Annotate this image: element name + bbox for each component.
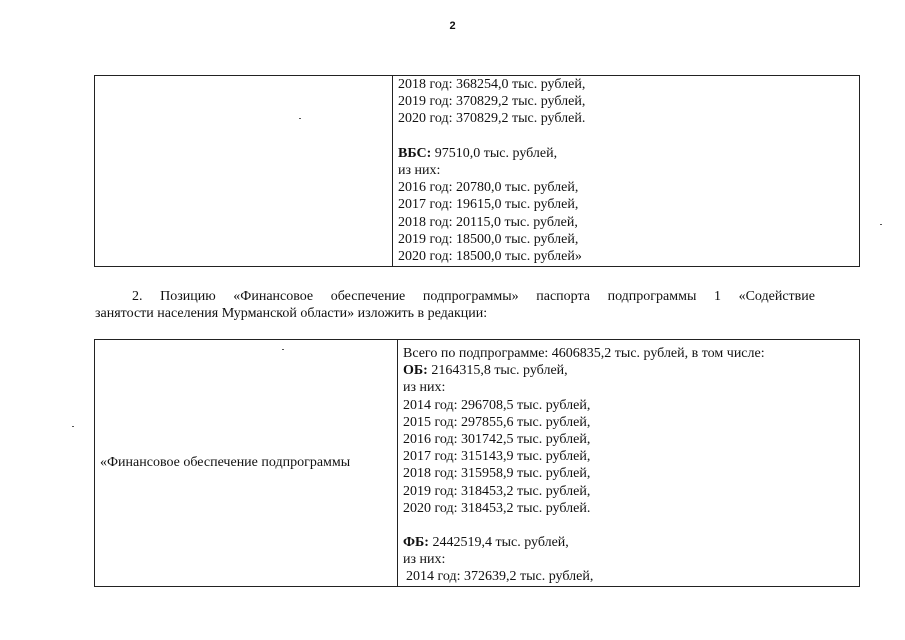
ob-line: 2018 год: 315958,9 тыс. рублей, [403,466,591,482]
paragraph-line-2: занятости населения Мурманской области» изложить в редакции: [95,306,488,321]
vbs-total [398,145,859,162]
ob-line: 2014 год: 296708,5 тыс. рублей, [403,397,591,413]
financing-table-continued [94,75,860,267]
ob-line: из них: [403,380,446,396]
fb-label: ФБ: [403,535,429,551]
vbs-line: из них: [398,162,441,178]
scan-speck [299,118,301,119]
vbs-label: ВБС: [398,145,432,161]
amendment-paragraph [95,288,815,322]
page-number: 2 [449,20,456,32]
table1-line: 2018 год: 368254,0 тыс. рублей, [398,77,586,92]
table1-right-cell [393,76,860,267]
vbs-line: 2017 год: 19615,0 тыс. рублей, [398,197,579,213]
fb-line: 2014 год: 372639,2 тыс. рублей, [406,569,594,585]
vbs-line: 2019 год: 18500,0 тыс. рублей, [398,231,579,247]
vbs-line: 2018 год: 20115,0 тыс. рублей, [398,214,578,230]
fb-value: 2442519,4 тыс. рублей, [428,535,569,551]
table1-line: 2019 год: 370829,2 тыс. рублей, [398,94,586,110]
table2-right-cell [398,340,860,587]
vbs-value: 97510,0 тыс. рублей, [431,145,558,161]
scan-speck [72,426,74,427]
ob-line: 2020 год: 318453,2 тыс. рублей. [403,500,591,516]
financing-table-new [94,339,860,587]
ob-line: 2015 год: 297855,6 тыс. рублей, [403,414,591,430]
paragraph-line-1: 2. Позицию «Финансовое обеспечение подпрограммы» паспорта подпрограммы 1 «Содействие [132,289,815,304]
table2-left-cell [95,340,398,587]
ob-line: 2016 год: 301742,5 тыс. рублей, [403,431,591,447]
scan-speck [282,349,284,350]
ob-value: 2164315,8 тыс. рублей, [427,363,568,379]
vbs-line: 2020 год: 18500,0 тыс. рублей» [398,248,582,264]
table1-line: 2020 год: 370829,2 тыс. рублей. [398,111,586,127]
ob-line: 2019 год: 318453,2 тыс. рублей, [403,483,591,499]
subprogram-total: Всего по подпрограмме: 4606835,2 тыс. рублей, в том числе: [403,346,765,361]
ob-line: 2017 год: 315143,9 тыс. рублей, [403,449,591,465]
ob-label: ОБ: [403,363,428,379]
fb-total [403,534,859,551]
scan-speck [880,224,882,225]
fb-line: из них: [403,552,446,568]
table2-left-label: «Финансовое обеспечение подпрограммы [100,455,351,471]
vbs-line: 2016 год: 20780,0 тыс. рублей, [398,180,579,196]
table1-left-cell [95,76,393,267]
ob-total [403,362,859,379]
